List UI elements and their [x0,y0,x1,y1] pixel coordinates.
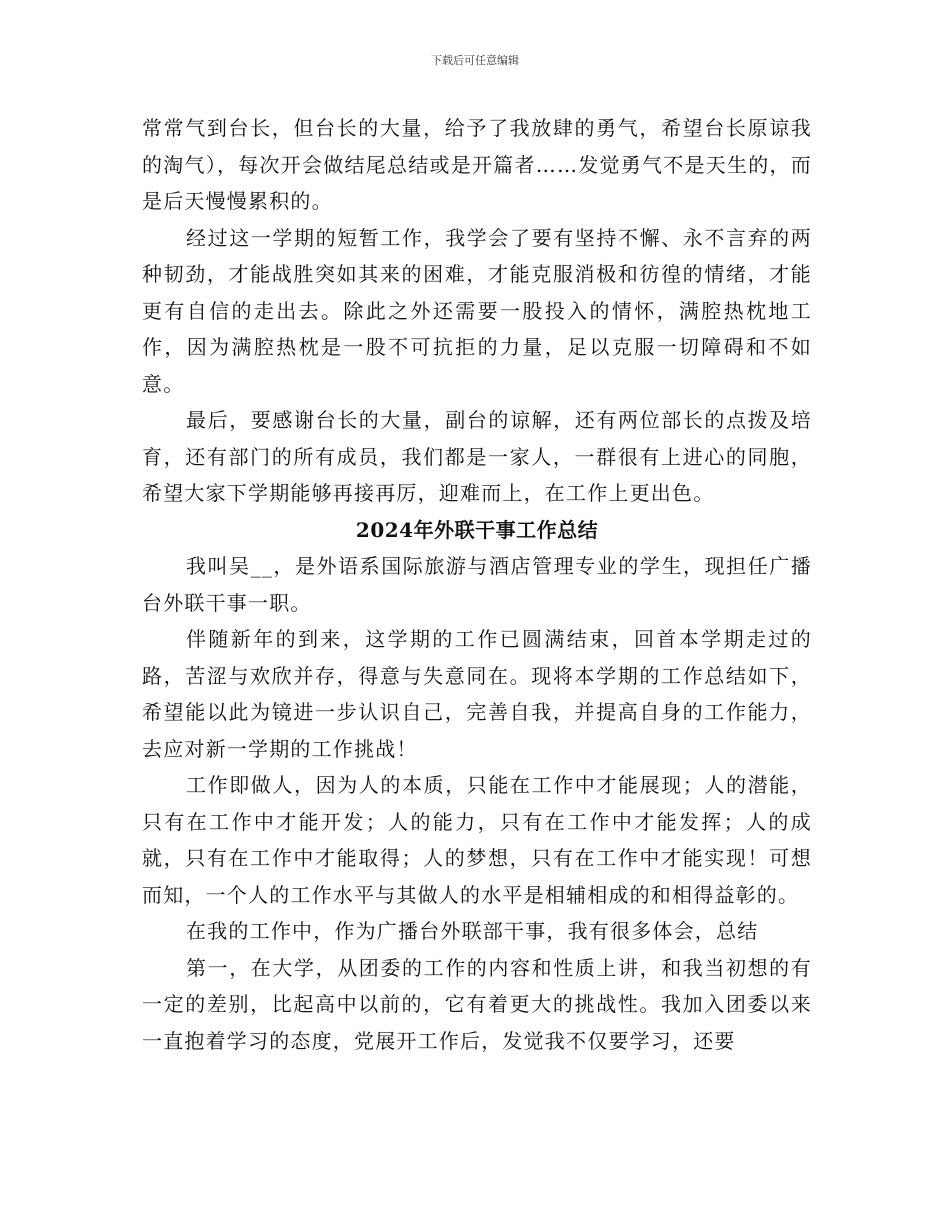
paragraph: 常常气到台长，但台长的大量，给予了我放肆的勇气，希望台长原谅我的淘气），每次开会做结尾总结或是开篇者……发觉勇气不是天生的，而是后天慢慢累积的。 [142,116,812,213]
document-body [142,110,812,1059]
paragraph: 第一，在大学，从团委的工作的内容和性质上讲，和我当初想的有一定的差别，比起高中以前的，它有着更大的挑战性。我加入团委以来一直抱着学习的态度，党展开工作后，发觉我不仅要学习，还要 [142,955,812,1053]
paragraph: 经过这一学期的短暂工作，我学会了要有坚持不懈、永不言弃的两种韧劲，才能战胜突如其来的困难，才能克服消极和彷徨的情绪，才能更有自信的走出去。除此之外还需要一股投入的情怀，满腔热枕地工作，因为满腔热枕是一股不可抗拒的力量，足以克服一切障碍和不如意。 [142,225,812,396]
paragraph: 在我的工作中，作为广播台外联部干事，我有很多体会，总结 [186,919,759,943]
section-title: 2024年外联干事工作总结 [355,517,599,542]
paragraph: 伴随新年的到来，这学期的工作已圆满结束，回首本学期走过的路，苦涩与欢欣并存，得意与失意同在。现将本学期的工作总结如下，希望能以此为镜进一步认识自己，完善自我，并提高自身的工作能力，去应对新一学期的工作挑战！ [142,627,812,761]
header-note: 下载后可任意编辑 [431,54,519,67]
paragraph: 工作即做人，因为人的本质，只能在工作中才能展现；人的潜能，只有在工作中才能开发；人的能力，只有在工作中才能发挥；人的成就，只有在工作中才能取得；人的梦想，只有在工作中才能实现！可想而知，一个人的工作水平与其做人的水平是相辅相成的和相得益彰的。 [142,773,812,907]
paragraph: 我叫吴__，是外语系国际旅游与酒店管理专业的学生，现担任广播台外联干事一职。 [142,554,812,615]
paragraph: 最后，要感谢台长的大量，副台的谅解，还有两位部长的点拨及培育，还有部门的所有成员，我们都是一家人，一群很有上进心的同胞，希望大家下学期能够再接再厉，迎难而上，在工作上更出色。 [142,408,812,505]
